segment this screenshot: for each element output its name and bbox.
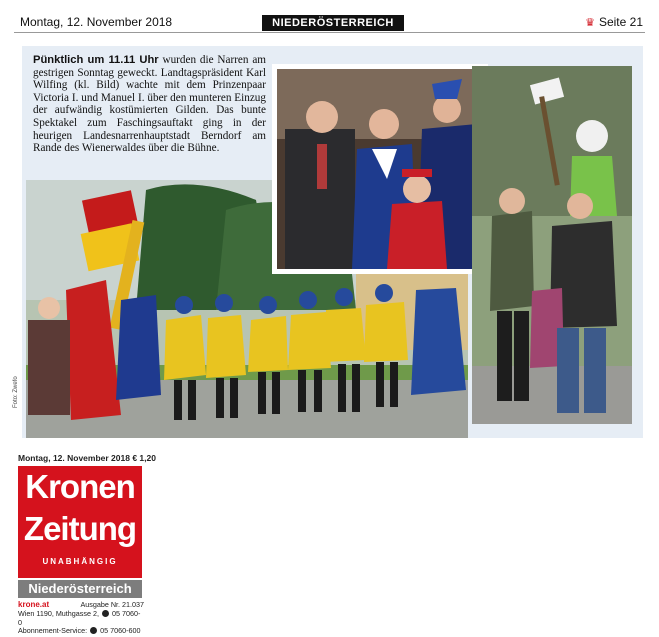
logo-line-2: Zeitung bbox=[23, 510, 137, 547]
caption-text: wurden die Narren am gestrigen Sonntag geweckt. Landtagspräsident Karl Wilfing (kl. Bild) wachte mit dem Prinzenpaar Victoria I. und Manuel I. über den munteren Einzug der aufwändig kostümierten Gilden. Das bunte Spektakel zum Faschingsauftakt ging in der heurigen Landesnarrenhauptstadt Berndorf am Rande des Wienerwaldes über die Bühne. bbox=[33, 54, 266, 155]
caption-lead: Pünktlich um 11.11 Uhr bbox=[33, 54, 159, 66]
page-header bbox=[0, 0, 659, 34]
phone-icon bbox=[90, 627, 97, 634]
issue-number: Ausgabe Nr. 21.037 bbox=[80, 600, 144, 609]
photo-credit: Foto: Zwefo bbox=[13, 376, 19, 408]
website-link[interactable]: krone.at bbox=[18, 600, 50, 609]
crown-icon: ♛ bbox=[585, 17, 595, 29]
phone-icon bbox=[102, 610, 109, 617]
crowd-photo bbox=[472, 66, 632, 424]
edition-label: Niederösterreich bbox=[18, 580, 142, 598]
header-rule bbox=[14, 32, 645, 33]
inset-photo bbox=[272, 64, 488, 274]
service-phone: 05 7060-600 bbox=[100, 626, 141, 636]
masthead-info bbox=[18, 601, 144, 636]
kronen-zeitung-logo bbox=[18, 466, 142, 578]
masthead-date-price: Montag, 12. November 2018 € 1,20 bbox=[18, 453, 156, 463]
address-phone: 05 7060-0 bbox=[18, 608, 141, 627]
address: Wien 1190, Muthgasse 2, bbox=[18, 608, 99, 618]
logo-line-1: Kronen bbox=[25, 468, 135, 505]
page-number bbox=[585, 15, 643, 29]
logo-tagline: UNABHÄNGIG bbox=[42, 557, 118, 566]
page-number-text: Seite 21 bbox=[598, 15, 643, 29]
section-label: NIEDERÖSTERREICH bbox=[262, 15, 404, 31]
service-label: Abonnement-Service: bbox=[18, 626, 88, 636]
header-date: Montag, 12. November 2018 bbox=[20, 15, 173, 29]
article-caption bbox=[33, 54, 266, 155]
